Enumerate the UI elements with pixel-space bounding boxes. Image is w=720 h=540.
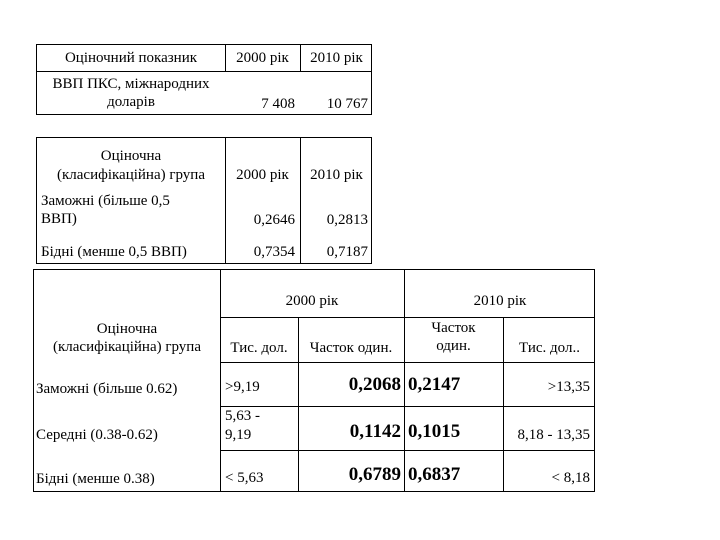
value-poor-2000: 0,7354: [253, 244, 295, 260]
row-label-poor: Бідні (менше 0.38): [36, 471, 155, 487]
row-label-line1: ВВП ПКС, міжнародних: [52, 76, 210, 92]
header-year-2000: 2000 рік: [236, 167, 289, 183]
row-divider: [220, 406, 594, 407]
header-year-2010: 2010 рік: [473, 293, 527, 309]
value-middle-thousand-2000-line1: 5,63 -: [225, 408, 260, 424]
header-group-line1: Оціночна: [96, 321, 158, 337]
header-group-line2: (класифікаційна) група: [56, 167, 205, 183]
row-label-wealthy: Заможні (більше 0.62): [36, 381, 178, 397]
value-2000: 7 408: [261, 96, 295, 112]
value-wealthy-thousand-2010: >13,35: [547, 379, 590, 395]
value-2010: 10 767: [326, 96, 368, 112]
value-poor-share-2000: 0,6789: [348, 464, 401, 485]
value-wealthy-share-2010: 0,2147: [408, 374, 461, 395]
value-poor-share-2010: 0,6837: [408, 464, 461, 485]
value-wealthy-share-2000: 0,2068: [348, 374, 401, 395]
row-label-wealthy-line1: Заможні (більше 0,5: [41, 193, 170, 209]
table-classification-062: [33, 269, 595, 492]
header-thousand-usd-2000: Тис. дол.: [230, 340, 288, 356]
header-group-line1: Оціночна: [100, 148, 162, 164]
value-wealthy-2000: 0,2646: [253, 212, 295, 228]
row-divider: [220, 450, 594, 451]
value-wealthy-thousand-2000: >9,19: [225, 379, 260, 395]
value-poor-2010: 0,7187: [326, 244, 368, 260]
table-gdp-ppp: [36, 44, 372, 115]
row-divider: [220, 317, 594, 318]
header-share-2010-line1: Часток: [431, 320, 476, 336]
value-middle-thousand-2000-line2: 9,19: [225, 427, 252, 443]
header-thousand-usd-2010: Тис. дол..: [519, 340, 580, 356]
header-group-line2: (класифікаційна) група: [52, 339, 201, 355]
row-divider: [37, 71, 371, 72]
value-poor-thousand-2010: < 8,18: [551, 470, 590, 486]
header-year-2000: 2000 рік: [285, 293, 339, 309]
value-poor-thousand-2000: < 5,63: [225, 470, 264, 486]
value-middle-thousand-2010: 8,18 - 13,35: [517, 427, 590, 443]
header-year-2010: 2010 рік: [310, 167, 363, 183]
header-share-2010-line2: один.: [436, 338, 471, 354]
value-middle-share-2000: 0,1142: [349, 421, 401, 442]
value-wealthy-2010: 0,2813: [326, 212, 368, 228]
row-label-wealthy-line2: ВВП): [41, 211, 77, 227]
header-year-2010: 2010 рік: [310, 50, 363, 66]
header-share-2000: Часток один.: [309, 340, 393, 356]
row-divider: [220, 362, 594, 363]
row-label-middle: Середні (0.38-0.62): [36, 427, 158, 443]
row-label-line2: доларів: [107, 94, 155, 110]
row-label-poor: Бідні (менше 0,5 ВВП): [41, 244, 187, 260]
table-classification-05: [36, 137, 372, 264]
header-indicator: Оціночний показник: [64, 50, 198, 66]
value-middle-share-2010: 0,1015: [408, 421, 461, 442]
header-year-2000: 2000 рік: [236, 50, 289, 66]
